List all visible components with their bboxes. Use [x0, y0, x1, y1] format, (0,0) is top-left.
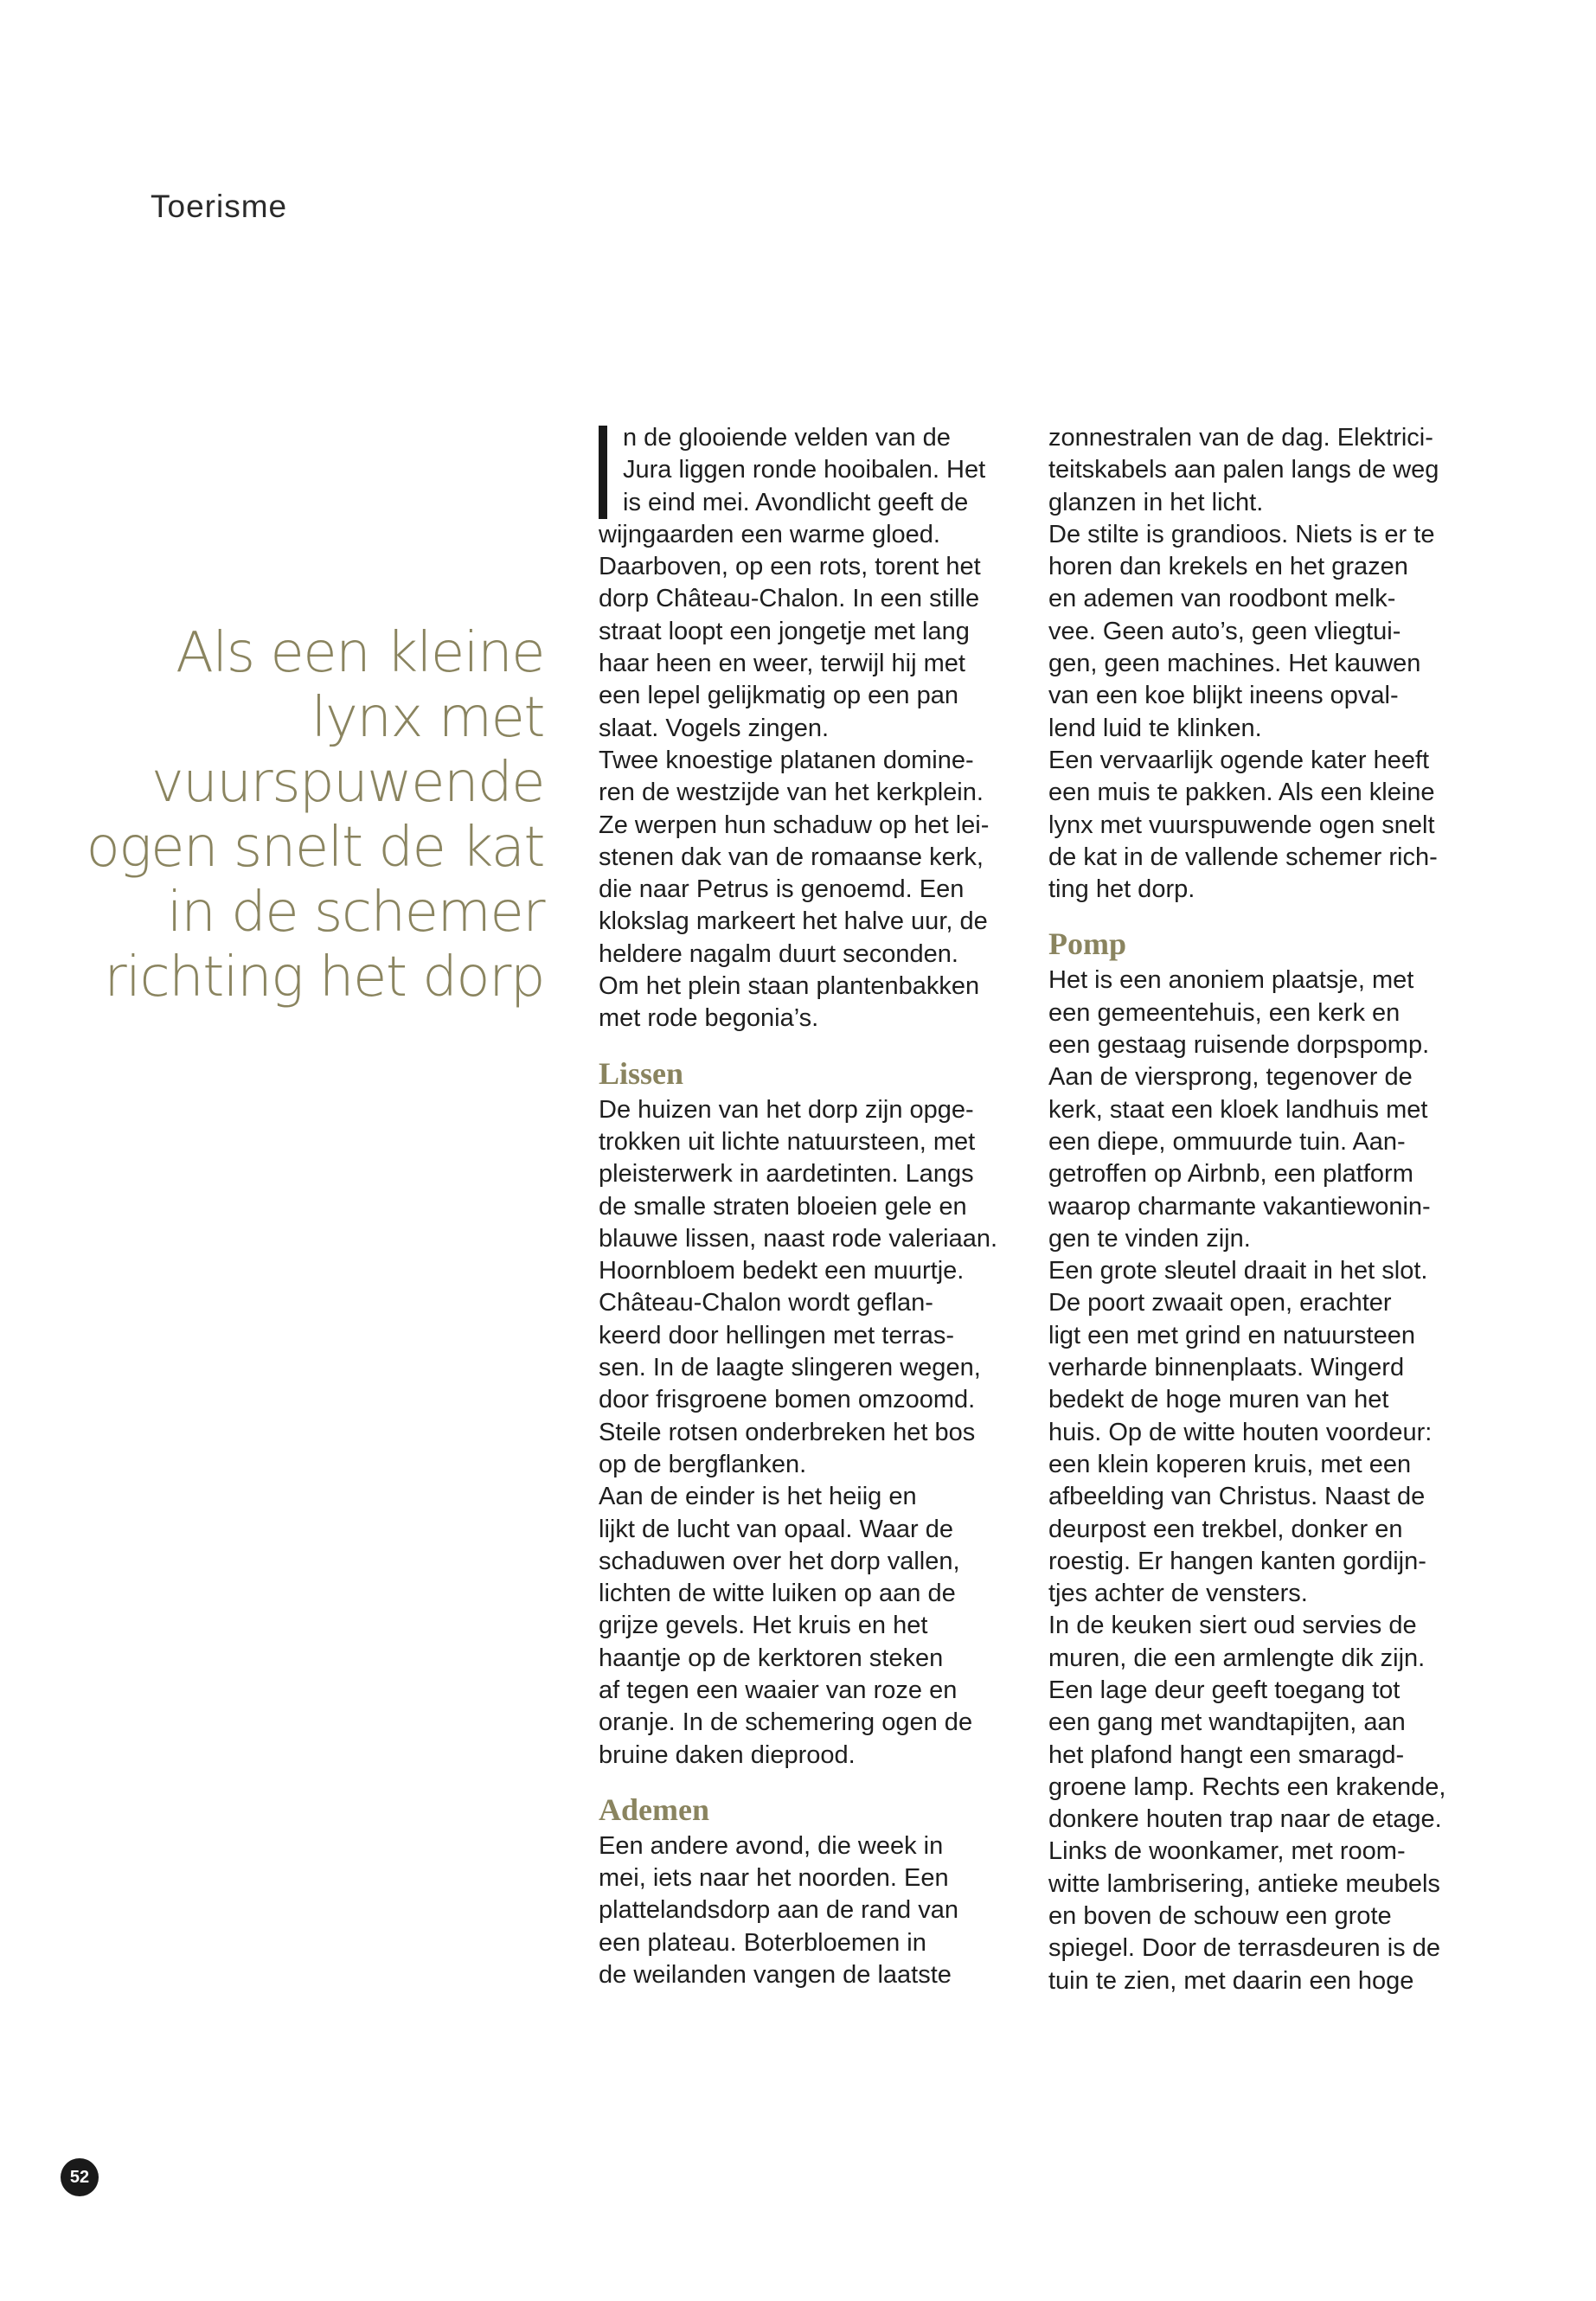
body-text-line: is eind mei. Avondlicht geeft de [623, 488, 969, 516]
body-text-line: bedekt de hoge muren van het [1048, 1386, 1389, 1414]
body-text-line: lend luid te klinken. [1048, 714, 1262, 742]
body-text-line: lichten de witte luiken op aan de [599, 1580, 956, 1608]
body-text-line: vee. Geen auto’s, geen vliegtui- [1048, 617, 1401, 645]
body-text-line: plattelandsdorp aan de rand van [599, 1896, 958, 1925]
body-text-line: een gestaag ruisende dorpspomp. [1048, 1031, 1430, 1060]
body-text-line: heldere nagalm duurt seconden. [599, 939, 958, 968]
page-number-badge: 52 [61, 2158, 99, 2196]
body-text-line: af tegen een waaier van roze en [599, 1676, 958, 1704]
body-text-line: haantje op de kerktoren steken [599, 1644, 944, 1672]
body-text-line: huis. Op de witte houten voordeur: [1048, 1418, 1433, 1446]
body-text-line: van een koe blijkt ineens opval- [1048, 682, 1399, 710]
body-text-line: muren, die een armlengte dik zijn. [1048, 1644, 1426, 1672]
body-text-line: keerd door hellingen met terras- [599, 1321, 955, 1349]
body-text-line: teitskabels aan palen langs de weg [1048, 456, 1439, 484]
body-text-line: een gang met wandtapijten, aan [1048, 1708, 1406, 1737]
body-text-line: spiegel. Door de terrasdeuren is de [1048, 1934, 1440, 1963]
body-text-line: Links de woonkamer, met room- [1048, 1837, 1406, 1866]
body-text-line: In de keuken siert oud servies de [1048, 1612, 1417, 1640]
body-text-line: horen dan krekels en het grazen [1048, 553, 1408, 581]
body-text-line: gen, geen machines. Het kauwen [1048, 650, 1421, 678]
body-text-line: De poort zwaait open, erachter [1048, 1289, 1392, 1317]
article-column-2 [1048, 422, 1464, 1997]
body-text-line: haar heen en weer, terwijl hij met [599, 650, 965, 678]
body-text-line: Het is een anoniem plaatsje, met [1048, 966, 1414, 995]
pull-quote-line: richting het dorp [104, 945, 544, 1009]
body-text-line: en boven de schouw een grote [1048, 1902, 1392, 1931]
body-text-line: kerk, staat een kloek landhuis met [1048, 1095, 1428, 1124]
pull-quote-line: ogen snelt de kat [86, 816, 544, 880]
body-text-line: grijze gevels. Het kruis en het [599, 1612, 928, 1640]
drop-cap-bar [599, 426, 607, 519]
body-text-line: schaduwen over het dorp vallen, [599, 1547, 960, 1575]
body-text-line: lijkt de lucht van opaal. Waar de [599, 1515, 953, 1543]
body-text-line: die naar Petrus is genoemd. Een [599, 875, 965, 904]
body-text-line: ren de westzijde van het kerkplein. [599, 779, 984, 807]
body-text-line: ting het dorp. [1048, 875, 1195, 904]
body-text-line: bruine daken dieprood. [599, 1740, 856, 1769]
body-text-line: door frisgroene bomen omzoomd. [599, 1386, 976, 1414]
body-text-line: witte lambrisering, antieke meubels [1048, 1869, 1440, 1898]
body-text-line: afbeelding van Christus. Naast de [1048, 1483, 1426, 1511]
body-text-line: Jura liggen ronde hooibalen. Het [623, 456, 986, 484]
body-text-line: Aan de einder is het heiig en [599, 1483, 917, 1511]
body-text-line: pleisterwerk in aardetinten. Langs [599, 1160, 974, 1189]
body-text-line: een plateau. Boterbloemen in [599, 1928, 926, 1957]
body-text-line: Twee knoestige platanen domine- [599, 746, 974, 774]
section-heading: Ademen [599, 1791, 709, 1827]
body-text-line: met rode begonia’s. [599, 1004, 819, 1033]
body-text-line: tjes achter de vensters. [1048, 1580, 1308, 1608]
body-text-line: lynx met vuurspuwende ogen snelt [1048, 811, 1435, 839]
body-text-line: een muis te pakken. Als een kleine [1048, 779, 1435, 807]
body-text-line: donkere houten trap naar de etage. [1048, 1805, 1442, 1834]
body-text-line: Een andere avond, die week in [599, 1831, 944, 1860]
body-text-line: Om het plein staan plantenbakken [599, 972, 980, 1001]
body-text-line: Aan de viersprong, tegenover de [1048, 1063, 1413, 1092]
body-text-line: slaat. Vogels zingen. [599, 714, 830, 742]
body-text-line: roestig. Er hangen kanten gordijn- [1048, 1547, 1426, 1575]
body-text-line: deurpost een trekbel, donker en [1048, 1515, 1403, 1543]
body-text-line: waarop charmante vakantiewonin- [1048, 1192, 1431, 1221]
body-text-line: klokslag markeert het halve uur, de [599, 907, 988, 936]
body-text-line: Een grote sleutel draait in het slot. [1048, 1257, 1428, 1285]
body-text-line: Hoornbloem bedekt een muurtje. [599, 1257, 965, 1285]
pull-quote [60, 621, 544, 1010]
body-text-line: Een vervaarlijk ogende kater heeft [1048, 746, 1430, 774]
body-text-line: straat loopt een jongetje met lang [599, 617, 970, 645]
body-text-line: en ademen van roodbont melk- [1048, 585, 1396, 613]
body-text-line: groene lamp. Rechts een krakende, [1048, 1772, 1446, 1801]
body-text-line: blauwe lissen, naast rode valeriaan. [599, 1224, 998, 1253]
pull-quote-line: in de schemer [166, 881, 544, 945]
body-text-line: Daarboven, op een rots, torent het [599, 553, 981, 581]
body-text-line: zonnestralen van de dag. Elektrici- [1048, 424, 1433, 452]
article-column-1 [599, 422, 1014, 1991]
section-heading: Pomp [1048, 926, 1126, 962]
body-text-line: wijngaarden een warme gloed. [599, 520, 940, 548]
body-text-line: trokken uit lichte natuursteen, met [599, 1127, 976, 1156]
body-text-line: gen te vinden zijn. [1048, 1224, 1251, 1253]
body-text-line: De stilte is grandioos. Niets is er te [1048, 520, 1435, 548]
body-text-line: Een lage deur geeft toegang tot [1048, 1676, 1401, 1704]
body-text-line: stenen dak van de romaanse kerk, [599, 843, 984, 871]
body-text-line: tuin te zien, met daarin een hoge [1048, 1966, 1414, 1995]
body-text-line: een lepel gelijkmatig op een pan [599, 682, 958, 710]
pull-quote-line: Als een kleine [176, 621, 544, 685]
body-text-line: een diepe, ommuurde tuin. Aan- [1048, 1127, 1406, 1156]
body-text-line: mei, iets naar het noorden. Een [599, 1864, 949, 1893]
body-text-line: het plafond hangt een smaragd- [1048, 1740, 1405, 1769]
body-text-line: de weilanden vangen de laatste [599, 1961, 952, 1990]
body-text-line: de smalle straten bloeien gele en [599, 1192, 967, 1221]
body-text-line: sen. In de laagte slingeren wegen, [599, 1354, 981, 1382]
body-text-line: ligt een met grind en natuursteen [1048, 1321, 1415, 1349]
body-text-line: op de bergflanken. [599, 1450, 807, 1478]
body-text-line: n de glooiende velden van de [623, 424, 951, 452]
body-text-line: Château-Chalon wordt geflan- [599, 1289, 933, 1317]
section-heading: Lissen [599, 1055, 684, 1091]
body-text-line: dorp Château-Chalon. In een stille [599, 585, 980, 613]
body-text-line: Ze werpen hun schaduw op het lei- [599, 811, 990, 839]
body-text-line: glanzen in het licht. [1048, 488, 1264, 516]
body-text-line: getroffen op Airbnb, een platform [1048, 1160, 1413, 1189]
section-label: Toerisme [151, 189, 288, 224]
body-text-line: oranje. In de schemering ogen de [599, 1708, 973, 1737]
body-text-line: een klein koperen kruis, met een [1048, 1450, 1412, 1478]
body-text-line: de kat in de vallende schemer rich- [1048, 843, 1438, 871]
body-text-line: De huizen van het dorp zijn opge- [599, 1095, 974, 1124]
pull-quote-line: vuurspuwende [151, 751, 544, 815]
body-text-line: verharde binnenplaats. Wingerd [1048, 1354, 1405, 1382]
pull-quote-line: lynx met [311, 686, 544, 750]
body-text-line: een gemeentehuis, een kerk en [1048, 998, 1401, 1027]
body-text-line: Steile rotsen onderbreken het bos [599, 1418, 976, 1446]
